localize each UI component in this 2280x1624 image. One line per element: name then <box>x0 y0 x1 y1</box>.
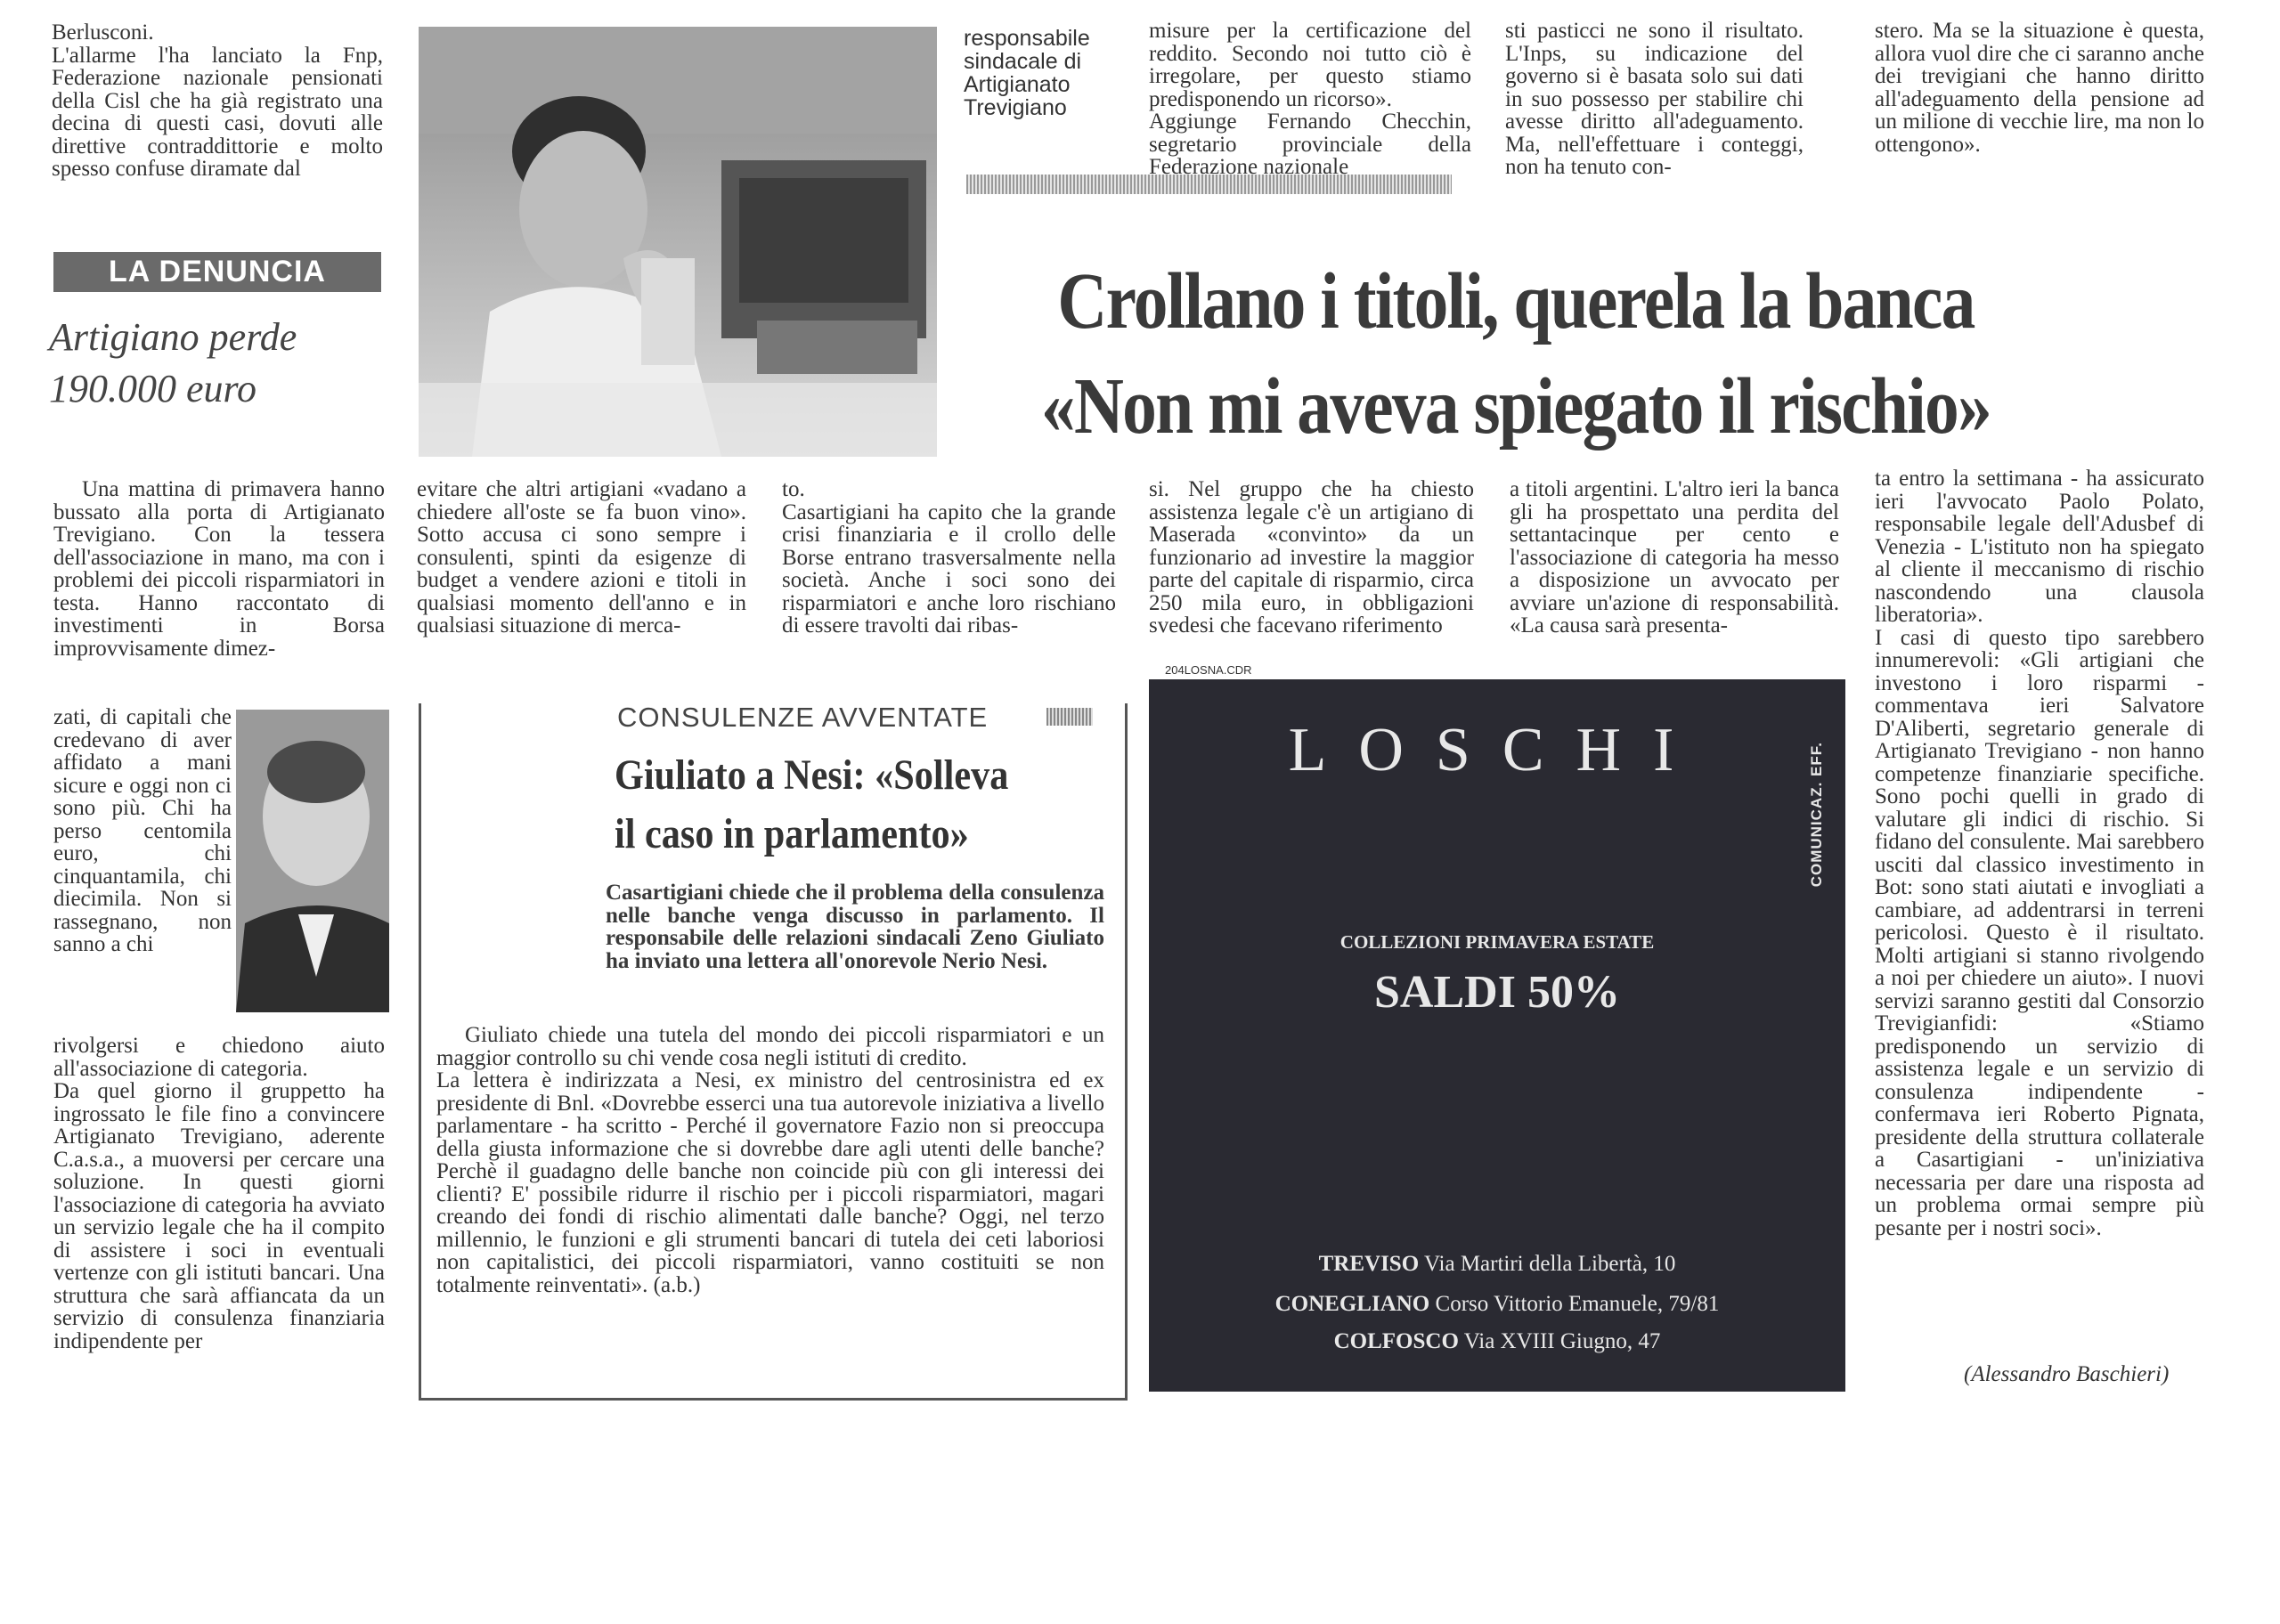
box-title <box>615 746 1008 864</box>
main-headline <box>980 249 2052 459</box>
ad-address-3 <box>1149 1329 1845 1354</box>
box-title-line-2: il caso in parlamento» <box>615 810 969 857</box>
body-column-3 <box>782 478 1116 687</box>
body-column-1a <box>53 478 385 701</box>
headline-line-2: «Non mi aveva spiegato il rischio» <box>1041 362 1991 451</box>
article-text: stero. Ma se la situazione è questa, allora vuol dire che ci saranno anche dei trevigiani che hanno diritto all'adeguamento della pensione ad un milione di vecchie lire, ma non lo ottengono». <box>1875 20 2204 157</box>
ad-city: COLFOSCO <box>1333 1329 1459 1353</box>
article-subhead <box>49 312 297 415</box>
headline-line-1: Crollano i titoli, querela la banca <box>1057 257 1975 345</box>
ad-street: Corso Vittorio Emanuele, 79/81 <box>1435 1292 1720 1316</box>
column-top-6 <box>1875 20 2204 202</box>
ad-file-code: 204LOSNA.CDR <box>1165 663 1252 677</box>
ad-address-1 <box>1149 1252 1845 1277</box>
column-top-left <box>52 21 383 204</box>
ad-street: Via XVIII Giugno, 47 <box>1463 1329 1661 1353</box>
article-text: misure per la certificazione del reddito. Secondo noi tutto ciò è irregolare, per questo stiamo predisponendo un ricorso». Aggiunge Fernando Checchin, segretario provinciale della Federazione nazionale <box>1149 20 1471 179</box>
photo-credit: responsabile sindacale di Artigianato Trevigiano <box>964 26 1090 120</box>
article-text: evitare che altri artigiani «vadano a chiedere all'oste se fa buon vino». Sotto accusa ci sono sempre i consulenti, spinti da esigenze di budget a vendere azioni e titoli in qualsiasi momento dell'anno e in qualsiasi situazione di merca- <box>417 478 746 637</box>
body-column-1b <box>53 706 232 1035</box>
trader-photo <box>419 27 937 457</box>
box-title-line-1: Giuliato a Nesi: «Solleva <box>615 751 1009 799</box>
column-top-5 <box>1505 20 1804 202</box>
article-text: si. Nel gruppo che ha chiesto assistenza legale c'è un artigiano di Maserada «convinto» da un funzionario ad investire la maggior parte del capitale di risparmio, circa 250 mila euro, in obbligazioni svedesi che facevano riferimento <box>1149 478 1474 637</box>
loschi-advertisement <box>1149 679 1845 1392</box>
article-text: sti pasticci ne sono il risultato. L'Inps, su indicazione del governo si è basata solo sui dati in suo possesso per stabilire chi avesse diritto all'adeguamento. Ma, nell'effettuare i conteggi, non ha tenuto con- <box>1505 20 1804 179</box>
article-text: to. Casartigiani ha capito che la grande crisi finanziaria e il crollo delle Borse entrano trasversalmente nella società. Anche i soci sono dei risparmiatori e anche loro rischiano di essere travolti dai ribas- <box>782 478 1116 637</box>
box-label-bar <box>1046 708 1093 726</box>
subhead-line-2: 190.000 euro <box>49 367 257 410</box>
box-body <box>436 1024 1104 1380</box>
ad-collection: COLLEZIONI PRIMAVERA ESTATE <box>1340 931 1655 953</box>
ad-address-2 <box>1149 1292 1845 1317</box>
body-column-6 <box>1875 467 2204 1358</box>
subhead-line-1: Artigiano perde <box>49 315 297 359</box>
trader-photo-image <box>419 27 937 457</box>
body-column-4 <box>1149 478 1474 665</box>
body-column-5 <box>1510 478 1839 665</box>
box-lead: Casartigiani chiede che il problema della consulenza nelle banche venga discusso in parlamento. Il responsabile delle relazioni sindacali Zeno Giuliato ha inviato una lettera all'onorevole Nerio Nesi. <box>606 881 1104 973</box>
section-kicker: LA DENUNCIA <box>53 252 381 292</box>
article-text: Giuliato chiede una tutela del mondo dei piccoli risparmiatori e un maggior controllo su chi vende cosa negli istituti di credito. La lettera è indirizzata a Nesi, ex ministro del centrosinistra ed ex presidente di Bnl. «Dovrebbe esserci una tua autorevole iniziativa a livello parlamentare - ha scritto - Perché il governatore Fazio non si preoccupa della giusta informazione che si dovrebbe dare agli utenti delle banche? Perchè il guadagno delle banche non coincide più con gli interessi dei clienti? E' possibile ridurre il rischio per i piccoli risparmiatori, magari creando dei fondi di rischio alimentati dalle banche? Oggi, nel terzo millennio, le funzioni e gli strumenti bancari di tutela dei ceti laboriosi non capitalistici, dei piccoli risparmiatori, vanno costituiti se non totalmente reinventati». (a.b.) <box>436 1024 1104 1297</box>
article-text: rivolgersi e chiedono aiuto all'associazione di categoria. Da quel giorno il gruppetto ha ingrossato le file fino a convincere Artigianato Trevigiano, aderente C.a.s.a., a muoversi per cercare una soluzione. In questi giorni l'associazione di categoria ha avviato un servizio legale che ha il compito di assistere i soci in eventuali vertenze con gli istituti bancari. Una struttura che sarà affiancata da un servizio di consulenza finanziaria indipendente per <box>53 1035 385 1353</box>
article-text: Berlusconi. L'allarme l'ha lanciato la Fnp, Federazione nazionale pensionati della Cisl che ha già registrato una decina di questi casi, dovuti alle direttive contraddittorie e molto spesso confuse diramate dal <box>52 21 383 181</box>
ad-brand: LOSCHI <box>1288 716 1706 784</box>
article-text: ta entro la settimana - ha assicurato ieri l'avvocato Paolo Polato, responsabile legale dell'Adusbef di Venezia - L'istituto non ha spiegato al cliente il meccanismo di rischio nascondendo una clausola liberatoria». I casi di questo tipo sarebbero innumerevoli: «Gli artigiani che investono i loro risparmi - commentava ieri Salvatore D'Aliberti, segretario generale di Artigianato Trevigiano - non hanno competenze finanziarie specifiche. Sono pochi quelli in grado di valutare gli indici di rischio. Si fidano del consulente. Mai sarebbero usciti dal classico investimento in Bot: sono stati aiutati e invogliati a cambiare, ad addentrarsi in terreni pericolosi. Questo è il risultato. Molti artigiani si stanno rivolgendo a noi per chiedere un aiuto». I nuovi servizi saranno gestiti dal Consorzio Trevigianfidi: «Stiamo predisponendo un servizio di assistenza legale e un servizio di consulenza indipendente - confermava ieri Roberto Pignata, presidente della struttura collaterale a Casartigiani - un'iniziativa necessaria per dare una risposta ad un problema ormai sempre più pesante per i nostri soci». <box>1875 467 2204 1240</box>
article-text: a titoli argentini. L'altro ieri la banca gli ha prospettato una perdita del settantacinque per cento e l'associazione di categoria ha messo a disposizione un avvocato per avviare un'azione di responsabilità. «La causa sarà presenta- <box>1510 478 1839 637</box>
body-column-1c <box>53 1035 385 1400</box>
ad-city: CONEGLIANO <box>1274 1292 1430 1316</box>
ad-vertical-note: COMUNICAZ. EFF. <box>1808 742 1825 888</box>
article-text: zati, di capitali che credevano di aver affidato a mani sicure e oggi non ci sono più. Chi ha perso centomila euro, chi cinquantamila, chi diecimila. Non si rassegnano, non sanno a chi <box>53 706 232 956</box>
portrait-photo-image <box>236 710 389 1012</box>
box-label: CONSULENZE AVVENTATE <box>617 702 989 733</box>
article-text: Una mattina di primavera hanno bussato alla porta di Artigianato Trevigiano. Con la tessera dell'associazione in mano, ma con i problemi dei piccoli risparmiatori in testa. Hanno raccontato di investimenti in Borsa improvvisamente dimez- <box>53 478 385 661</box>
portrait-photo <box>236 710 389 1012</box>
ad-sale: SALDI 50% <box>1374 967 1620 1018</box>
body-column-2 <box>417 478 746 687</box>
ad-city: TREVISO <box>1318 1252 1420 1276</box>
article-byline: (Alessandro Baschieri) <box>1964 1362 2170 1386</box>
column-top-4 <box>1149 20 1471 202</box>
ad-street: Via Martiri della Libertà, 10 <box>1423 1252 1676 1276</box>
